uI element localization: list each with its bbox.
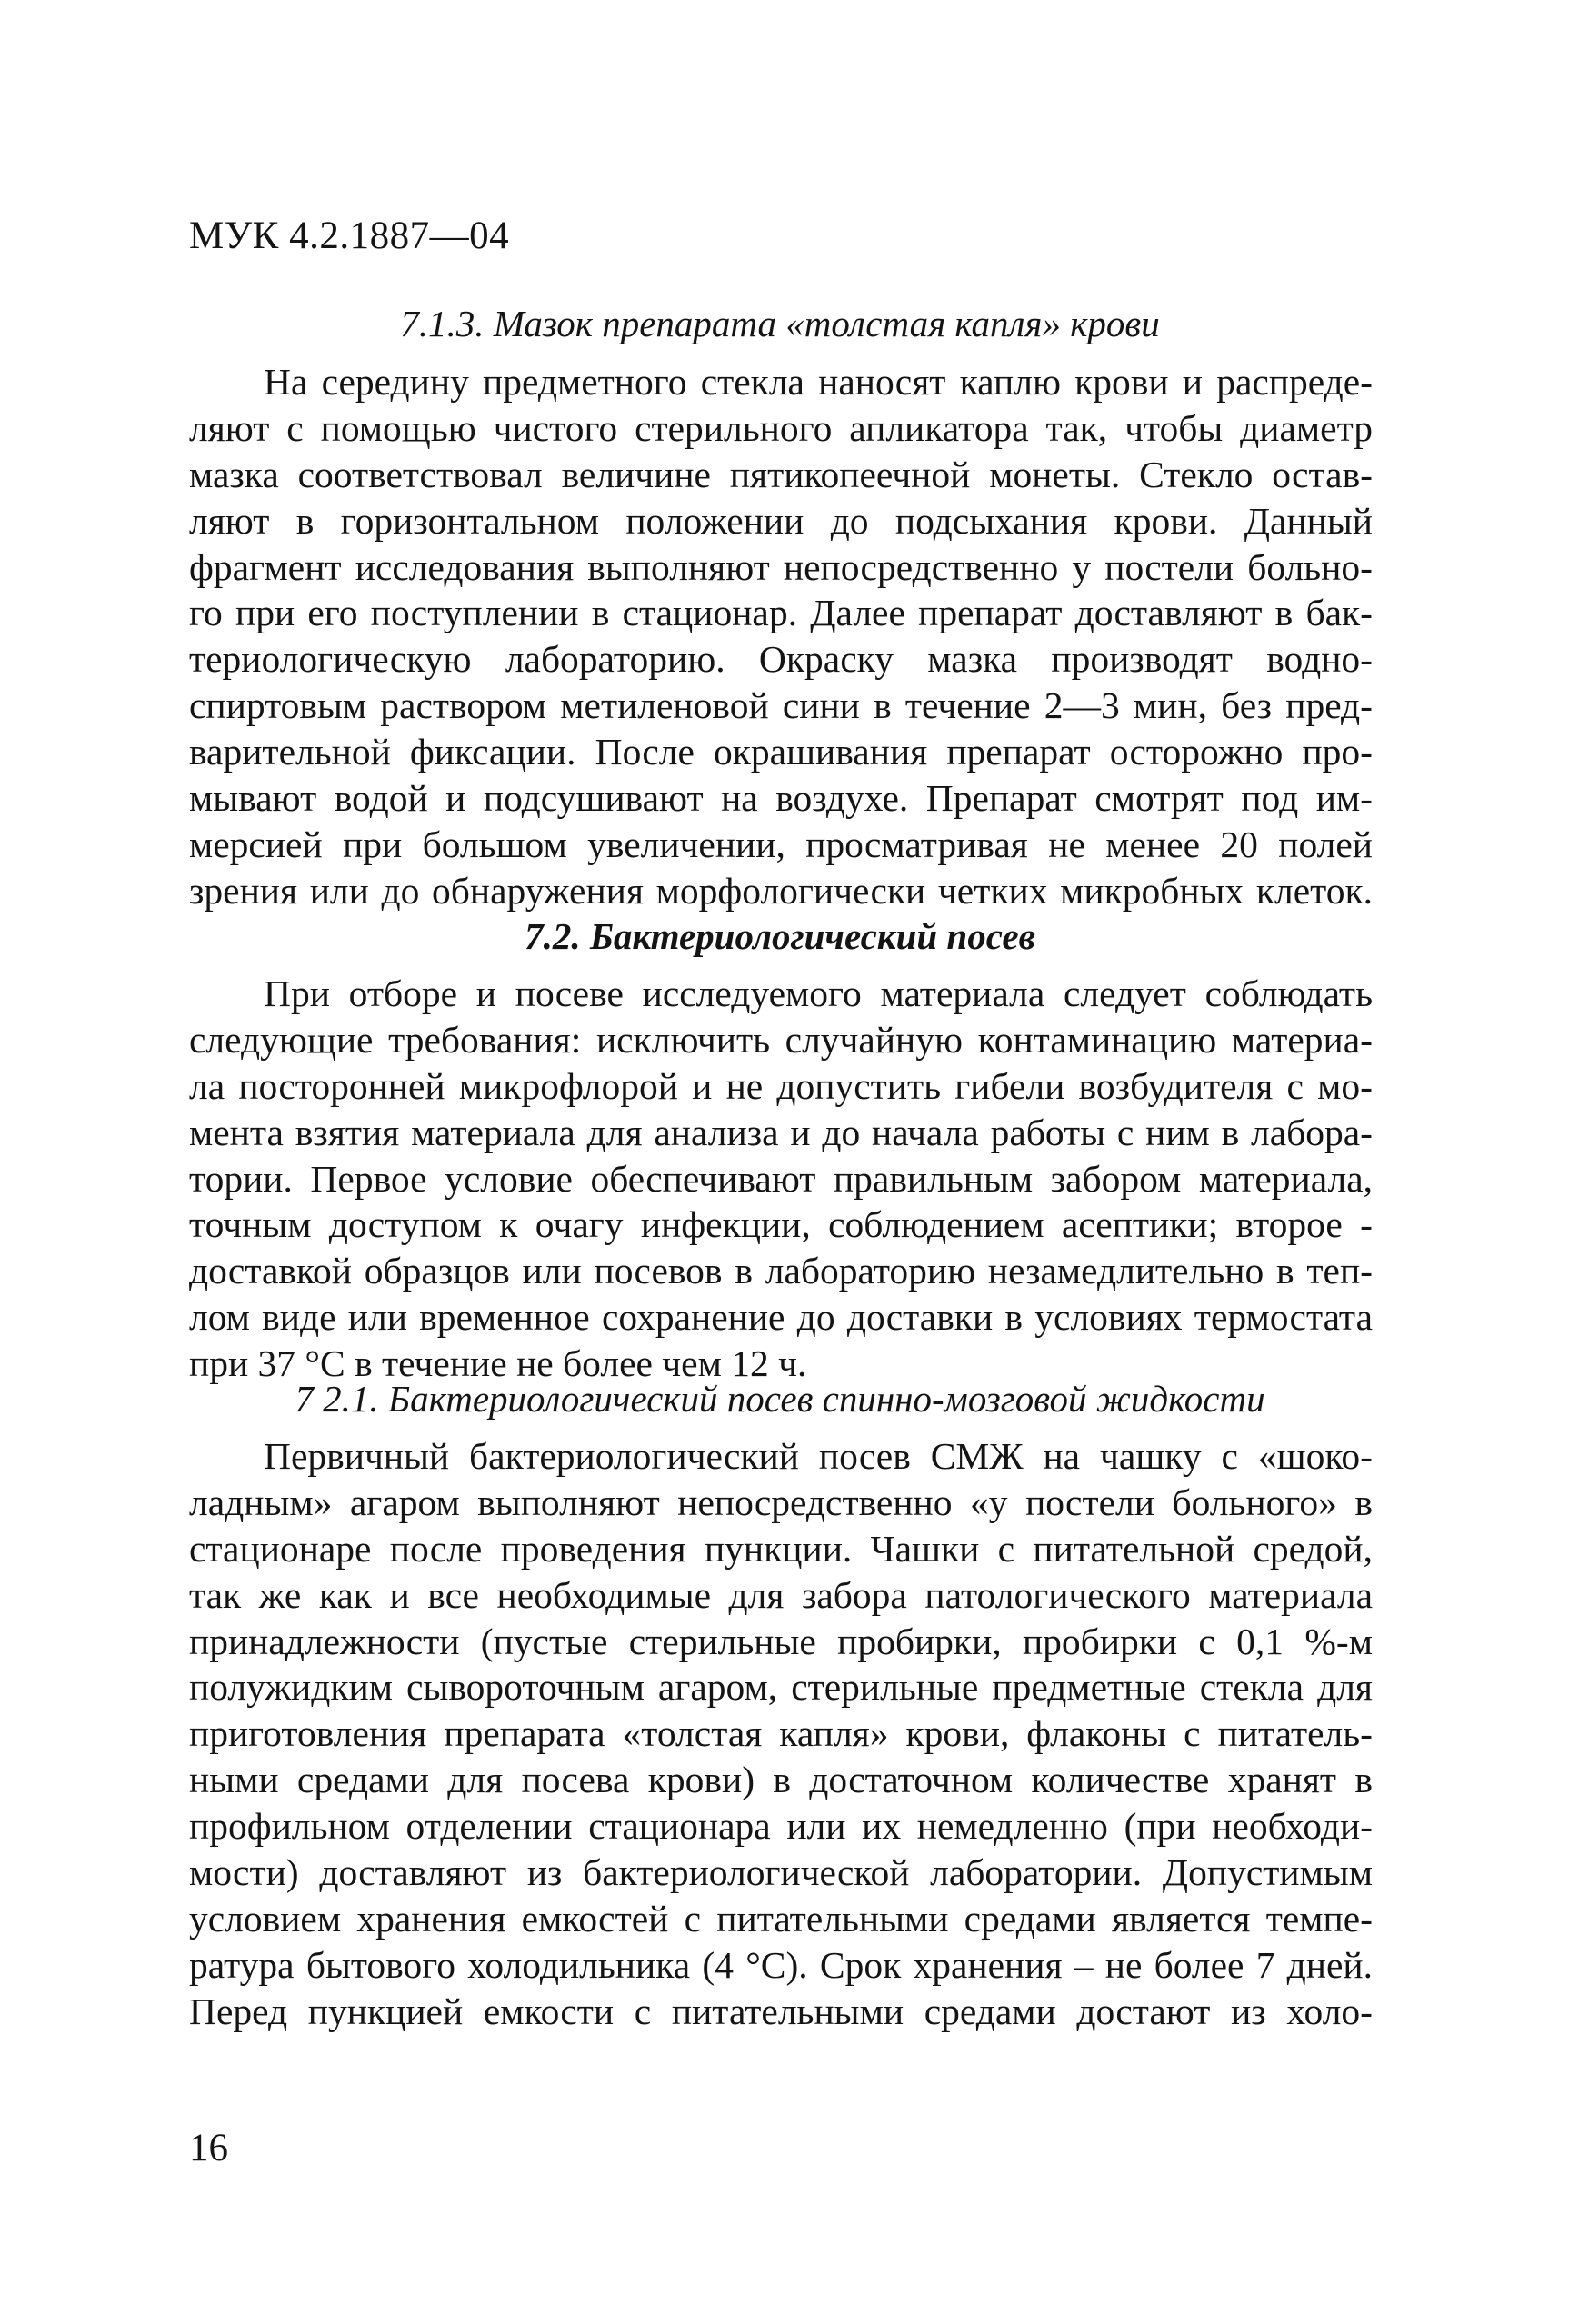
text-line: мента взятия материала для анализа и до начала работы с ним в лабора-	[189, 1111, 1373, 1153]
text-line: При отборе и посеве исследуемого материала следует соблюдать	[264, 972, 1373, 1014]
text-line: следующие требования: исключить случайную контаминацию материа-	[189, 1018, 1373, 1061]
text-line: мерсией при большом увеличении, просматривая не менее 20 полей	[189, 823, 1373, 865]
paragraph-7-2-1	[189, 1433, 1373, 2035]
page-number: 16	[189, 2127, 228, 2169]
text-line: ными средами для посева крови) в достаточном количестве хранят в	[189, 1759, 1373, 1801]
section-heading-7-1-3: 7.1.3. Мазок препарата «толстая капля» крови	[400, 303, 1160, 344]
text-line: ляют с помощью чистого стерильного апликатора так, чтобы диаметр	[189, 406, 1373, 449]
text-line: лом виде или временное сохранение до доставки в условиях термостата	[189, 1296, 1373, 1339]
text-line: точным доступом к очагу инфекции, соблюдением асептики; второе -	[189, 1203, 1373, 1246]
text-line: спиртовым раствором метиленовой сини в течение 2—3 мин, без пред-	[189, 684, 1373, 727]
section-heading-7-2-1: 7 2.1. Бактериологический посев спинно-мозговой жидкости	[295, 1378, 1265, 1420]
paragraph-7-1-3	[189, 359, 1373, 914]
document-code: МУК 4.2.1887—04	[189, 214, 510, 257]
text-line: ляют в горизонтальном положении до подсыхания крови. Данный	[189, 499, 1373, 542]
text-line: На середину предметного стекла наносят каплю крови и распреде-	[264, 361, 1373, 403]
text-line: тории. Первое условие обеспечивают правильным забором материала,	[189, 1157, 1373, 1200]
text-line: профильном отделении стационара или их немедленно (при необходи-	[189, 1805, 1373, 1848]
text-line: стационаре после проведения пункции. Чашки с питательной средой,	[189, 1527, 1373, 1570]
text-line: мывают водой и подсушивают на воздухе. Препарат смотрят под им-	[189, 777, 1373, 820]
text-line: го при его поступлении в стационар. Далее препарат доставляют в бак-	[189, 592, 1373, 634]
paragraph-7-2	[189, 971, 1373, 1387]
text-line: фрагмент исследования выполняют непосредственно у постели больно-	[189, 545, 1373, 588]
text-line: ратура бытового холодильника (4 °С). Срок хранения – не более 7 дней.	[189, 1943, 1373, 1986]
text-line: условием хранения емкостей с питательными средами является темпе-	[189, 1897, 1373, 1940]
text-line: при 37 °С в течение не более чем 12 ч.	[189, 1342, 807, 1385]
section-heading-7-2: 7.2. Бактериологический посев	[525, 915, 1035, 957]
text-line: Перед пункцией емкости с питательными средами достают из холо-	[189, 1990, 1373, 2032]
text-line: Первичный бактериологический посев СМЖ на чашку с «шоко-	[264, 1435, 1373, 1477]
text-line: принадлежности (пустые стерильные пробирки, пробирки с 0,1 %-м	[189, 1620, 1373, 1662]
text-line: зрения или до обнаружения морфологически четких микробных клеток.	[189, 869, 1373, 912]
text-line: доставкой образцов или посевов в лабораторию незамедлительно в теп-	[189, 1250, 1373, 1292]
text-line: полужидким сывороточным агаром, стерильные предметные стекла для	[189, 1666, 1373, 1709]
text-line: териологическую лабораторию. Окраску мазка производят водно-	[189, 638, 1373, 681]
text-line: ла посторонней микрофлорой и не допустить гибели возбудителя с мо-	[189, 1064, 1373, 1107]
text-line: варительной фиксации. После окрашивания препарат осторожно про-	[189, 731, 1373, 773]
text-line: так же как и все необходимые для забора патологического материала	[189, 1573, 1373, 1616]
text-line: ладным» агаром выполняют непосредственно «у постели больного» в	[189, 1481, 1373, 1523]
text-line: приготовления препарата «толстая капля» крови, флаконы с питатель-	[189, 1712, 1373, 1755]
text-line: мазка соответствовал величине пятикопеечной монеты. Стекло остав-	[189, 453, 1373, 495]
text-line: мости) доставляют из бактериологической лаборатории. Допустимым	[189, 1851, 1373, 1894]
